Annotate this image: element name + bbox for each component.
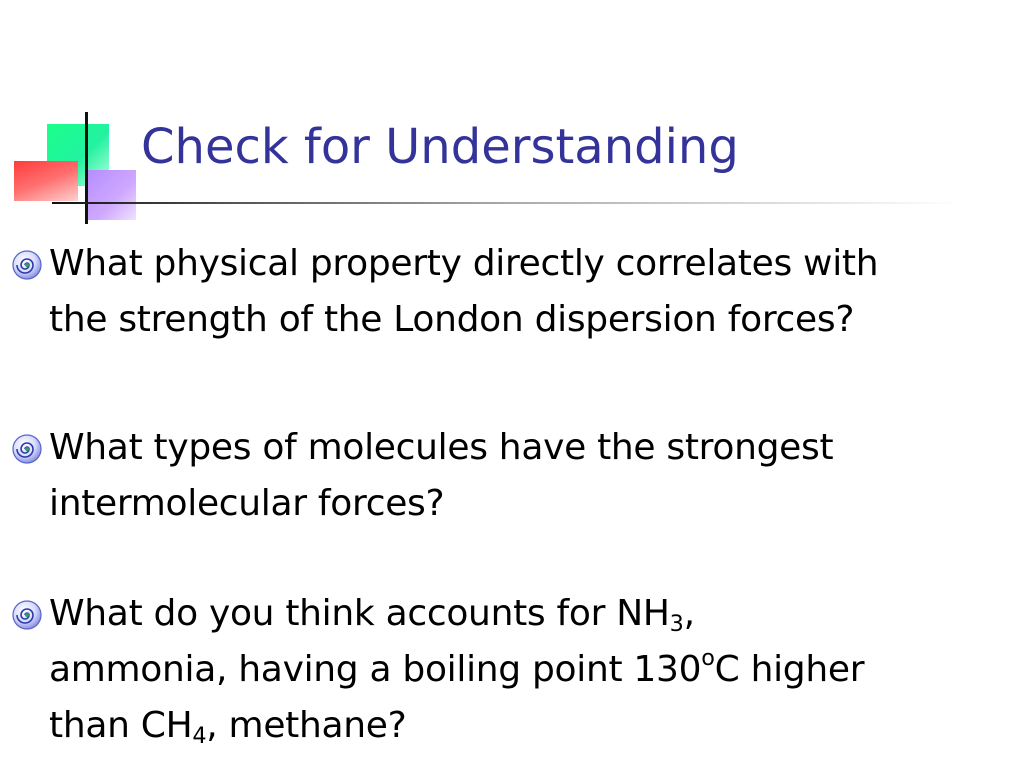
bullet-item [10,420,1000,532]
swirl-bullet-icon [10,598,44,632]
subscript: 4 [192,723,207,750]
decorative-red-square [14,161,78,201]
bullet-text-fragment: , [683,593,695,634]
swirl-bullet-icon [10,248,44,282]
title-underline [52,202,962,204]
bullet-line: What physical property directly correlates with [49,243,879,284]
bullet-text-fragment: than CH [49,705,193,746]
bullet-text-fragment: C higher [714,649,865,690]
bullet-text [49,586,1000,754]
superscript: o [701,644,715,671]
bullet-text-fragment: ammonia, having a boiling point 130 [49,649,702,690]
bullet-text-fragment: , methane? [206,705,407,746]
bullet-line: What types of molecules have the strongest [49,427,834,468]
swirl-bullet-icon [10,432,44,466]
bullet-line: the strength of the London dispersion forces? [49,299,855,340]
bullet-text [49,236,1000,348]
bullet-line: intermolecular forces? [49,483,445,524]
decorative-purple-square [86,170,136,220]
decorative-vertical-line [85,112,88,224]
bullet-item [10,236,1000,348]
bullet-text [49,420,1000,532]
slide-title: Check for Understanding [141,119,739,175]
bullet-text-fragment: What do you think accounts for NH [49,593,670,634]
bullet-item [10,586,1000,754]
subscript: 3 [669,611,684,638]
